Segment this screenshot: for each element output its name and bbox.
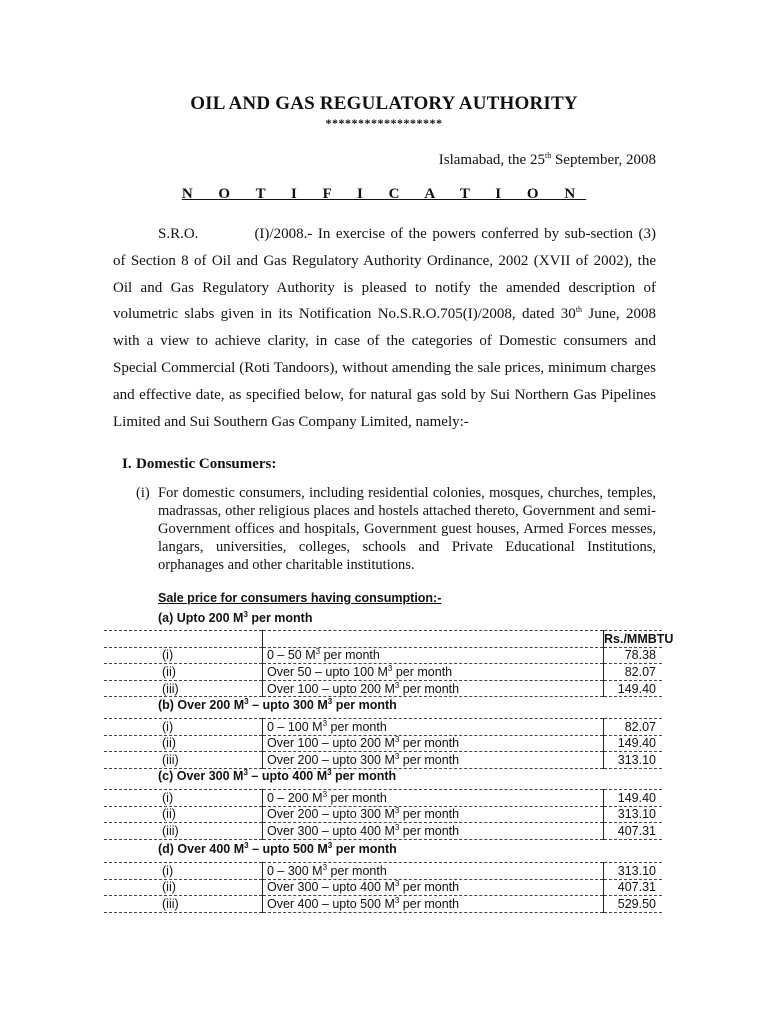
- row-description: [263, 896, 604, 913]
- section-heading: [122, 456, 276, 473]
- group-d-heading-sup2: 3: [327, 840, 333, 850]
- row-label: (i): [104, 790, 263, 807]
- section-item-text: For domestic consumers, including residential colonies, mosques, churches, temples, madrassas, other religious places and hostels attached thereto, Government and semi-Government offices and hospitals, Government guest houses, Armed Forces messes, langars, universities, colleges, schools and Private Educational Institutions, orphanages and other charitable institutions.: [158, 485, 656, 573]
- paragraph-superscript: th: [575, 305, 583, 315]
- group-d-heading-sup: 3: [244, 840, 249, 850]
- group-d-table: [104, 862, 662, 913]
- row-desc-text: Over 50 – upto 100 M: [267, 664, 388, 679]
- group-c-heading-rest: – upto 400 M: [247, 769, 328, 783]
- row-desc-text: 0 – 200 M: [267, 790, 323, 805]
- group-c-heading-text: (c) Over 300 M: [158, 769, 244, 783]
- row-price: 149.40: [604, 680, 663, 697]
- row-label: (iii): [104, 680, 263, 697]
- group-b-table: [104, 718, 662, 769]
- column-header-price: Rs./MMBTU: [604, 631, 674, 646]
- paragraph-text-2: June, 2008 with a view to achieve clarity, in case of the categories of Domestic consumers and Special Commercial (Roti Tandoors), without amending the sale prices, minimum charges and effective date, as specified below, for natural gas sold by Sui Northern Gas Pipelines Limited and Sui Southern Gas Company Limited, namely:-: [113, 306, 656, 430]
- paragraph-text-1: (I)/2008.- In exercise of the powers conferred by sub-section (3) of Section 8 of Oil and Gas Regulatory Authority Ordinance, 2002 (XVII of 2002), the Oil and Gas Regulatory Authority is pleased to notify the amended description of volumetric slabs given in its Notification No.S.R.O.705(I)/2008, dated 30: [113, 226, 656, 323]
- row-label: (i): [104, 647, 263, 664]
- row-label: (ii): [104, 879, 263, 896]
- row-description: [263, 735, 604, 752]
- row-desc-sup: 3: [394, 751, 400, 761]
- sale-price-heading: Sale price for consumers having consumption:-: [158, 591, 442, 605]
- notification-paragraph: [113, 221, 656, 435]
- row-desc-text: Over 300 – upto 400 M: [267, 880, 395, 895]
- row-desc-sup: 3: [394, 806, 400, 816]
- row-desc-rest: per month: [399, 752, 460, 767]
- row-desc-sup: 3: [394, 895, 400, 905]
- group-c-heading-sup2: 3: [327, 767, 332, 777]
- group-a-heading-rest: per month: [247, 611, 313, 625]
- group-c-heading-sup: 3: [243, 767, 248, 777]
- row-description: [263, 647, 604, 664]
- row-desc-rest: per month: [392, 664, 453, 679]
- row-desc-sup: 3: [394, 822, 400, 832]
- row-desc-text: 0 – 100 M: [267, 719, 323, 734]
- table-row: [104, 752, 662, 769]
- row-desc-text: 0 – 300 M: [267, 863, 323, 878]
- group-d-heading-text: (d) Over 400 M: [158, 842, 245, 856]
- table-row: [104, 806, 662, 823]
- section-title: Domestic Consumers:: [136, 456, 277, 472]
- row-description: [263, 823, 604, 840]
- header-cell-empty-2: [263, 631, 604, 648]
- row-description: [263, 806, 604, 823]
- title-divider: ******************: [325, 116, 443, 130]
- row-description: [263, 863, 604, 880]
- row-price: 149.40: [604, 790, 663, 807]
- row-desc-rest: per month: [399, 681, 460, 696]
- row-desc-rest: per month: [399, 880, 460, 895]
- row-desc-rest: per month: [327, 863, 387, 878]
- row-description: [263, 879, 604, 896]
- row-desc-text: Over 200 – upto 300 M: [267, 807, 395, 822]
- row-label: (i): [104, 863, 263, 880]
- group-c-heading-rest2: per month: [331, 769, 397, 783]
- row-desc-sup: 3: [322, 789, 328, 799]
- row-desc-text: 0 – 50 M: [267, 648, 316, 663]
- table-row: [104, 879, 662, 896]
- row-desc-rest: per month: [399, 896, 460, 911]
- row-desc-sup: 3: [387, 663, 393, 673]
- row-price: 149.40: [604, 735, 663, 752]
- table-header-row: [104, 631, 662, 648]
- row-price: 82.07: [604, 664, 663, 681]
- table-row: [104, 680, 662, 697]
- group-b-heading-sup: 3: [244, 696, 249, 706]
- row-label: (ii): [104, 735, 263, 752]
- notification-label: N O T I F I C A T I O N: [181, 186, 587, 202]
- row-description: [263, 680, 604, 697]
- row-desc-text: Over 100 – upto 200 M: [267, 681, 395, 696]
- row-description: [263, 664, 604, 681]
- group-c-heading: [158, 769, 396, 783]
- document-title: OIL AND GAS REGULATORY AUTHORITY: [190, 93, 578, 114]
- row-description: [263, 790, 604, 807]
- row-desc-sup: 3: [394, 879, 400, 889]
- header-cell-empty: [104, 631, 263, 648]
- row-description: [263, 719, 604, 736]
- table-row: [104, 664, 662, 681]
- table-row: [104, 863, 662, 880]
- section-number: I.: [122, 456, 132, 472]
- section-item-label: (i): [136, 485, 150, 501]
- row-desc-rest: per month: [399, 807, 460, 822]
- row-description: [263, 752, 604, 769]
- table-row: [104, 790, 662, 807]
- date-superscript: th: [544, 151, 552, 160]
- row-desc-text: Over 300 – upto 400 M: [267, 823, 395, 838]
- notification-heading: [0, 186, 768, 203]
- row-desc-rest: per month: [320, 648, 380, 663]
- row-desc-rest: per month: [327, 790, 387, 805]
- row-label: (iii): [104, 752, 263, 769]
- date-suffix: September, 2008: [551, 152, 656, 168]
- group-d-heading-rest2: per month: [332, 842, 397, 856]
- group-a-heading-sup: 3: [243, 609, 248, 619]
- row-price: 313.10: [604, 752, 663, 769]
- row-desc-rest: per month: [327, 719, 387, 734]
- row-desc-sup: 3: [315, 647, 321, 657]
- row-label: (iii): [104, 896, 263, 913]
- row-price: 407.31: [604, 823, 663, 840]
- sro-label: S.R.O.: [158, 226, 199, 242]
- row-label: (ii): [104, 806, 263, 823]
- row-price: 313.10: [604, 806, 663, 823]
- group-a-heading: [158, 611, 312, 625]
- row-price: 313.10: [604, 863, 663, 880]
- document-date: [439, 152, 656, 169]
- row-desc-text: Over 100 – upto 200 M: [267, 736, 395, 751]
- row-desc-sup: 3: [394, 735, 400, 745]
- row-price: 78.38: [604, 647, 663, 664]
- row-desc-sup: 3: [322, 718, 328, 728]
- table-row: [104, 719, 662, 736]
- group-b-heading-sup2: 3: [327, 696, 333, 706]
- group-d-heading-rest: – upto 500 M: [248, 842, 328, 856]
- row-label: (i): [104, 719, 263, 736]
- row-desc-rest: per month: [399, 823, 460, 838]
- row-desc-text: Over 200 – upto 300 M: [267, 752, 395, 767]
- row-desc-sup: 3: [322, 862, 328, 872]
- table-row: [104, 647, 662, 664]
- group-a-table: [104, 630, 674, 697]
- row-desc-rest: per month: [399, 736, 460, 751]
- group-b-heading-rest2: per month: [332, 698, 397, 712]
- row-desc-sup: 3: [394, 680, 400, 690]
- row-desc-text: Over 400 – upto 500 M: [267, 896, 395, 911]
- date-prefix: Islamabad, the 25: [438, 152, 545, 168]
- row-price: 82.07: [604, 719, 663, 736]
- table-row: [104, 896, 662, 913]
- row-label: (iii): [104, 823, 263, 840]
- row-price: 407.31: [604, 879, 663, 896]
- group-b-heading-rest: – upto 300 M: [248, 698, 328, 712]
- group-b-heading: [158, 698, 397, 712]
- row-price: 529.50: [604, 896, 663, 913]
- row-label: (ii): [104, 664, 263, 681]
- group-a-heading-text: (a) Upto 200 M: [158, 611, 244, 625]
- group-d-heading: [158, 842, 397, 856]
- group-b-heading-text: (b) Over 200 M: [158, 698, 245, 712]
- table-row: [104, 823, 662, 840]
- table-row: [104, 735, 662, 752]
- group-c-table: [104, 789, 662, 840]
